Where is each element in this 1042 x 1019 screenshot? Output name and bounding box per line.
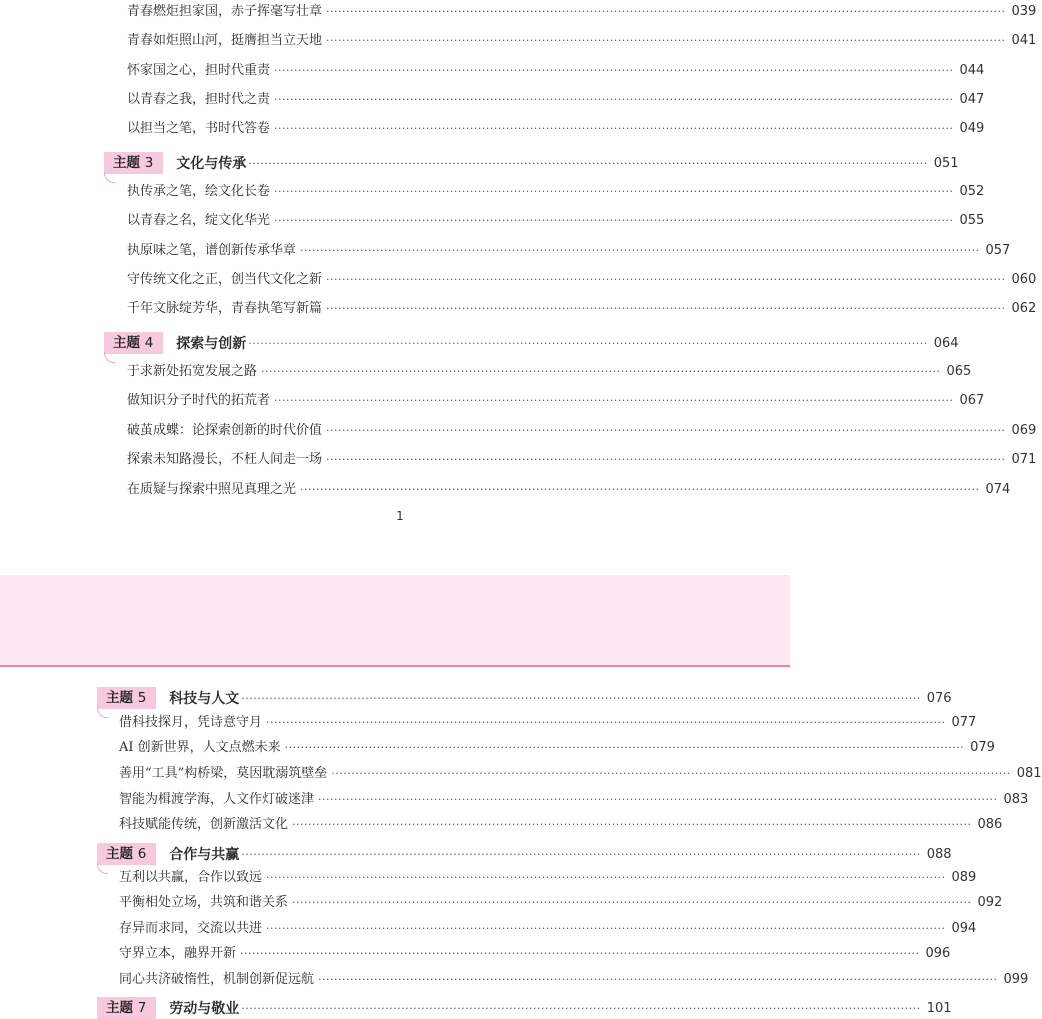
entry-title: 探索未知路漫长，不枉人间走一场 xyxy=(127,452,323,467)
theme-badge: 主题 6 xyxy=(97,843,156,865)
entry-title: 同心共济破惰性，机制创新促远航 xyxy=(119,972,315,987)
entry-page: 067 xyxy=(959,393,985,408)
entry-title: AI 创新世界，人文点燃未来 xyxy=(119,740,281,755)
entry-page: 079 xyxy=(970,740,995,755)
toc-entry[interactable] xyxy=(127,242,1011,260)
leader-dots xyxy=(261,363,940,381)
leader-dots xyxy=(326,32,1005,50)
entry-page: 074 xyxy=(985,482,1011,497)
theme-title: 文化与传承 xyxy=(176,156,247,172)
theme-title: 合作与共赢 xyxy=(169,847,240,863)
entry-title: 以青春之名，绽文化华光 xyxy=(127,213,271,228)
leader-dots xyxy=(248,337,927,350)
toc-entry[interactable] xyxy=(127,91,985,109)
page-number: 1 xyxy=(396,509,404,523)
leader-dots xyxy=(274,62,953,80)
leader-dots xyxy=(318,791,997,809)
theme-page: 064 xyxy=(933,335,959,351)
leader-dots xyxy=(274,183,953,201)
toc-entry[interactable] xyxy=(127,422,1037,440)
leader-dots xyxy=(266,920,945,938)
leader-dots xyxy=(266,869,945,887)
entry-title: 借科技探月，凭诗意守月 xyxy=(119,715,263,730)
entry-title: 以担当之笔，书时代答卷 xyxy=(127,121,271,136)
toc-entry[interactable] xyxy=(127,120,985,138)
entry-page: 081 xyxy=(1016,766,1042,781)
toc-entry[interactable] xyxy=(127,32,1037,50)
leader-dots xyxy=(241,848,920,861)
theme-badge: 主题 4 xyxy=(104,332,163,354)
entry-page: 096 xyxy=(925,946,951,961)
theme-heading-7[interactable] xyxy=(97,997,952,1019)
entry-page: 089 xyxy=(951,870,977,885)
entry-page: 065 xyxy=(946,364,972,379)
entry-page: 094 xyxy=(951,921,977,936)
leader-dots xyxy=(241,1002,920,1015)
theme-heading-4[interactable] xyxy=(104,332,959,354)
theme-page: 051 xyxy=(933,155,959,171)
entry-title: 破茧成蝶：论探索创新的时代价值 xyxy=(127,423,323,438)
leader-dots xyxy=(240,945,919,963)
toc-entry[interactable] xyxy=(119,791,1029,809)
theme-title: 劳动与敬业 xyxy=(169,1001,240,1017)
toc-entry[interactable] xyxy=(127,3,1037,21)
toc-entry[interactable] xyxy=(127,212,985,230)
leader-dots xyxy=(266,714,945,732)
leader-dots xyxy=(326,300,1005,318)
entry-title: 守传统文化之正，创当代文化之新 xyxy=(127,272,323,287)
leader-dots xyxy=(326,451,1005,469)
leader-dots xyxy=(318,971,997,989)
leader-dots xyxy=(248,157,927,170)
badge-curl xyxy=(97,707,108,718)
entry-title: 于求新处拓宽发展之路 xyxy=(127,364,258,379)
toc-entry[interactable] xyxy=(119,971,1029,989)
theme-heading-6[interactable] xyxy=(97,843,952,865)
leader-dots xyxy=(326,3,1005,21)
entry-page: 062 xyxy=(1011,301,1037,316)
entry-title: 互利以共赢，合作以致远 xyxy=(119,870,263,885)
entry-title: 平衡相处立场，共筑和谐关系 xyxy=(119,895,289,910)
entry-title: 青春如炬照山河，挺膺担当立天地 xyxy=(127,33,323,48)
theme-badge: 主题 5 xyxy=(97,687,156,709)
theme-title: 探索与创新 xyxy=(176,336,247,352)
badge-curl xyxy=(104,352,115,363)
badge-curl xyxy=(97,863,108,874)
entry-page: 092 xyxy=(977,895,1003,910)
entry-page: 052 xyxy=(959,184,985,199)
entry-title: 千年文脉绽芳华，青春执笔写新篇 xyxy=(127,301,323,316)
entry-title: 做知识分子时代的拓荒者 xyxy=(127,393,271,408)
toc-entry[interactable] xyxy=(119,816,1003,834)
leader-dots xyxy=(292,894,971,912)
leader-dots xyxy=(292,816,971,834)
theme-title: 科技与人文 xyxy=(169,691,240,707)
theme-badge: 主题 7 xyxy=(97,997,156,1019)
toc-entry[interactable] xyxy=(127,271,1037,289)
entry-page: 086 xyxy=(977,817,1003,832)
toc-page-bottom xyxy=(0,667,1042,1017)
toc-entry[interactable] xyxy=(119,714,977,732)
theme-page: 076 xyxy=(926,690,952,706)
theme-heading-3[interactable] xyxy=(104,152,959,174)
leader-dots xyxy=(326,271,1005,289)
entry-page: 099 xyxy=(1003,972,1029,987)
toc-entry[interactable] xyxy=(127,62,985,80)
leader-dots xyxy=(274,91,953,109)
toc-entry[interactable] xyxy=(119,739,995,757)
leader-dots xyxy=(274,120,953,138)
entry-title: 执原味之笔，谱创新传承华章 xyxy=(127,243,297,258)
badge-curl xyxy=(104,172,115,183)
entry-page: 055 xyxy=(959,213,985,228)
leader-dots xyxy=(274,392,953,410)
entry-title: 守界立本，融界开新 xyxy=(119,946,237,961)
theme-page: 088 xyxy=(926,846,952,862)
leader-dots xyxy=(285,739,964,757)
entry-page: 047 xyxy=(959,92,985,107)
entry-title: 执传承之笔，绘文化长卷 xyxy=(127,184,271,199)
entry-page: 057 xyxy=(985,243,1011,258)
leader-dots xyxy=(300,481,979,499)
theme-page: 101 xyxy=(926,1000,952,1016)
entry-title: 科技赋能传统，创新激活文化 xyxy=(119,817,289,832)
entry-page: 060 xyxy=(1011,272,1037,287)
toc-entry[interactable] xyxy=(119,765,1042,783)
entry-page: 049 xyxy=(959,121,985,136)
toc-entry[interactable] xyxy=(127,451,1037,469)
leader-dots xyxy=(300,242,979,260)
page-break-band xyxy=(0,575,790,667)
leader-dots xyxy=(274,212,953,230)
toc-entry[interactable] xyxy=(127,392,985,410)
toc-entry[interactable] xyxy=(119,869,977,887)
theme-badge: 主题 3 xyxy=(104,152,163,174)
entry-page: 044 xyxy=(959,63,985,78)
entry-page: 039 xyxy=(1011,4,1037,19)
entry-page: 083 xyxy=(1003,792,1029,807)
leader-dots xyxy=(331,765,1010,783)
entry-title: 智能为楫渡学海，人文作灯破迷津 xyxy=(119,792,315,807)
toc-entry[interactable] xyxy=(127,363,972,381)
entry-page: 077 xyxy=(951,715,977,730)
entry-title: 以青春之我，担时代之责 xyxy=(127,92,271,107)
leader-dots xyxy=(241,692,920,705)
toc-entry[interactable] xyxy=(119,894,1003,912)
toc-entry[interactable] xyxy=(127,183,985,201)
toc-entry[interactable] xyxy=(119,920,977,938)
entry-page: 071 xyxy=(1011,452,1037,467)
toc-entry[interactable] xyxy=(119,945,951,963)
toc-entry[interactable] xyxy=(127,481,1011,499)
entry-title: 善用“工具”构桥梁，莫因耽溺筑壁垒 xyxy=(119,766,328,781)
entry-title: 怀家国之心，担时代重责 xyxy=(127,63,271,78)
entry-title: 存异而求同，交流以共进 xyxy=(119,921,263,936)
theme-heading-5[interactable] xyxy=(97,687,952,709)
toc-entry[interactable] xyxy=(127,300,1037,318)
entry-title: 青春燃炬担家国，赤子挥毫写壮章 xyxy=(127,4,323,19)
entry-page: 069 xyxy=(1011,423,1037,438)
entry-page: 041 xyxy=(1011,33,1037,48)
leader-dots xyxy=(326,422,1005,440)
entry-title: 在质疑与探索中照见真理之光 xyxy=(127,482,297,497)
